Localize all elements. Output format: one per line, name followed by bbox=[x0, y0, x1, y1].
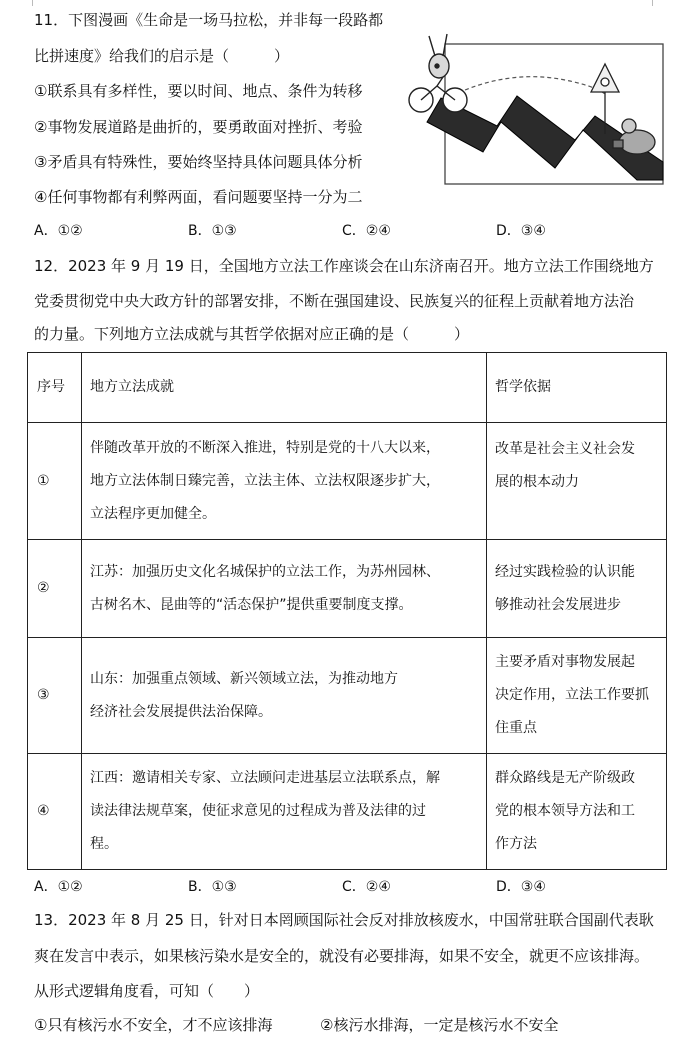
table-row bbox=[28, 754, 667, 870]
q12-choice-c: C．②④ bbox=[342, 879, 391, 895]
legislation-table bbox=[27, 352, 667, 870]
q11-answer-choices bbox=[34, 220, 654, 240]
row-number: ③ bbox=[28, 638, 82, 754]
basis-line: 群众路线是无产阶级政 bbox=[495, 770, 635, 786]
q13-option-2: ②核污水排海，一定是核污水不安全 bbox=[320, 1016, 559, 1034]
cartoon-illustration bbox=[405, 30, 667, 188]
basis-line: 住重点 bbox=[495, 720, 537, 736]
header-achievement: 地方立法成就 bbox=[82, 353, 487, 423]
q13-stem-line-1: 13．2023 年 8 月 25 日，针对日本罔顾国际社会反对排放核废水，中国常驻联合国副代表耿 bbox=[34, 911, 654, 929]
achievement-line: 程。 bbox=[90, 836, 118, 852]
achievement-line: 江西：邀请相关专家、立法顾问走进基层立法联系点，解 bbox=[90, 770, 440, 786]
achievement-line: 地方立法体制日臻完善，立法主体、立法权限逐步扩大， bbox=[90, 472, 440, 489]
row-number: ② bbox=[28, 540, 82, 638]
crop-mark-top-left bbox=[22, 0, 33, 6]
row-number: ① bbox=[28, 423, 82, 540]
table-row bbox=[28, 423, 667, 540]
achievement-line: 经济社会发展提供法治保障。 bbox=[90, 703, 272, 720]
basis-line: 够推动社会发展进步 bbox=[495, 596, 621, 613]
q12-stem-line-1: 12．2023 年 9 月 19 日，全国地方立法工作座谈会在山东济南召开。地方立法工作围绕地方 bbox=[34, 257, 654, 275]
table-row bbox=[28, 540, 667, 638]
q11-choice-c: C．②④ bbox=[342, 223, 391, 239]
q12-stem-line-3: 的力量。下列地方立法成就与其哲学依据对应正确的是（ ） bbox=[34, 325, 470, 343]
basis-line: 经过实践检验的认识能 bbox=[495, 563, 635, 580]
q13-option-1: ①只有核污水不安全，才不应该排海 bbox=[34, 1016, 273, 1034]
q11-option-1: ①联系具有多样性，要以时间、地点、条件为转移 bbox=[34, 82, 363, 100]
achievement-line: 山东：加强重点领域、新兴领域立法，为推动地方 bbox=[90, 670, 398, 687]
row-achievement bbox=[82, 754, 487, 870]
row-achievement bbox=[82, 540, 487, 638]
q12-stem-line-2: 党委贯彻党中央大政方针的部署安排，不断在强国建设、民族复兴的征程上贡献着地方法治 bbox=[34, 292, 635, 310]
q11-stem-line-2: 比拼速度》给我们的启示是（ ） bbox=[34, 47, 290, 65]
q11-option-4: ④任何事物都有利弊两面，看问题要坚持一分为二 bbox=[34, 188, 363, 206]
q13-stem-line-2: 爽在发言中表示，如果核污染水是安全的，就没有必要排海，如果不安全，就更不应该排海。 bbox=[34, 947, 650, 965]
achievement-line: 伴随改革开放的不断深入推进，特别是党的十八大以来， bbox=[90, 439, 440, 456]
row-basis bbox=[487, 638, 667, 754]
row-basis bbox=[487, 754, 667, 870]
achievement-line: 古树名木、昆曲等的“活态保护”提供重要制度支撑。 bbox=[90, 596, 413, 613]
q11-stem-line-1: 11．下图漫画《生命是一场马拉松，并非每一段路都 bbox=[34, 11, 384, 29]
q11-option-2: ②事物发展道路是曲折的，要勇敢面对挫折、考验 bbox=[34, 118, 363, 136]
basis-line: 改革是社会主义社会发 bbox=[495, 441, 635, 457]
header-basis: 哲学依据 bbox=[487, 353, 667, 423]
basis-line: 党的根本领导方法和工 bbox=[495, 803, 635, 819]
basis-line: 决定作用，立法工作要抓 bbox=[495, 687, 649, 703]
q12-answer-choices bbox=[34, 876, 654, 896]
row-achievement bbox=[82, 423, 487, 540]
table-header-row bbox=[28, 353, 667, 423]
q12-choice-d: D．③④ bbox=[496, 879, 546, 895]
q11-option-3: ③矛盾具有特殊性，要始终坚持具体问题具体分析 bbox=[34, 153, 363, 171]
q11-choice-b: B．①③ bbox=[188, 223, 237, 239]
row-basis bbox=[487, 540, 667, 638]
row-number: ④ bbox=[28, 754, 82, 870]
achievement-line: 立法程序更加健全。 bbox=[90, 505, 216, 522]
q12-choice-a: A．①② bbox=[34, 879, 83, 895]
q13-stem-line-3: 从形式逻辑角度看，可知（ ） bbox=[34, 982, 260, 1000]
q12-choice-b: B．①③ bbox=[188, 879, 237, 895]
header-number: 序号 bbox=[28, 353, 82, 423]
achievement-line: 读法律法规草案，使征求意见的过程成为普及法律的过 bbox=[90, 803, 426, 819]
q11-choice-d: D．③④ bbox=[496, 223, 546, 239]
basis-line: 展的根本动力 bbox=[495, 474, 579, 490]
crop-mark-top-right bbox=[652, 0, 663, 6]
row-basis bbox=[487, 423, 667, 540]
achievement-line: 江苏：加强历史文化名城保护的立法工作，为苏州园林、 bbox=[90, 563, 440, 580]
row-achievement bbox=[82, 638, 487, 754]
table-row bbox=[28, 638, 667, 754]
basis-line: 主要矛盾对事物发展起 bbox=[495, 654, 635, 670]
q11-choice-a: A．①② bbox=[34, 223, 83, 239]
basis-line: 作方法 bbox=[495, 836, 537, 852]
